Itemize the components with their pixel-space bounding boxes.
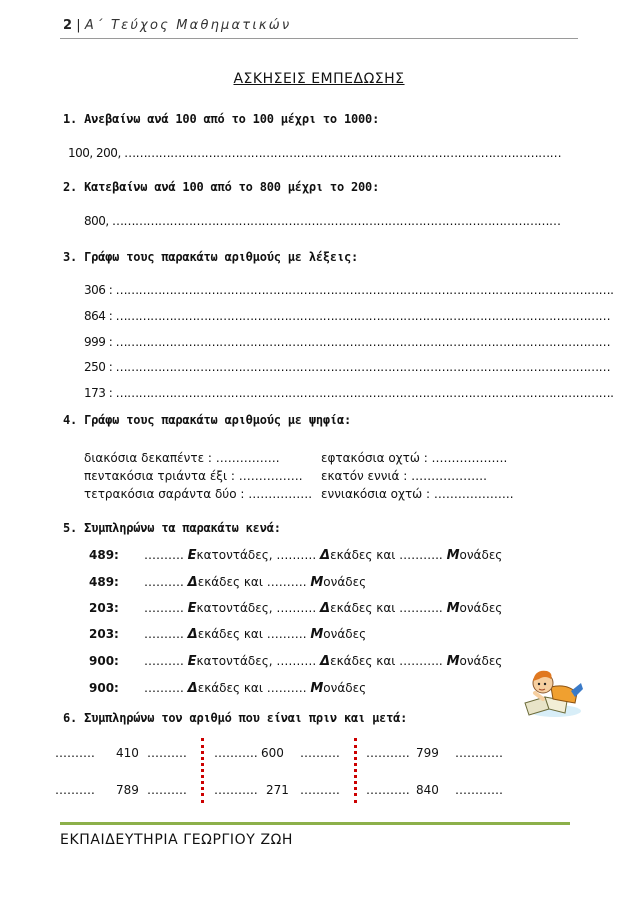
ex3-heading: 3. Γράφω τους παρακάτω αριθμούς με λέξεις: (63, 250, 359, 264)
ex3-line-864[interactable]: 864 : ………………………………………………………………………………………………………………… (84, 309, 611, 323)
ex1-answer-line[interactable]: 100, 200, …………………………………………………………………………………………………… (68, 146, 562, 160)
ex5-row[interactable]: 900: ………. Δεκάδες και ………. Μονάδες (89, 681, 367, 696)
footer-rule (60, 822, 570, 825)
ex5-row[interactable]: 489: ………. Εκατοντάδες, ………. Δεκάδες και ……….. Μονάδες (89, 548, 503, 563)
ex4-item-442[interactable]: τετρακόσια σαράντα δύο : ……………. (84, 487, 313, 501)
ex6-blank-after[interactable]: ………. (300, 746, 340, 760)
ex6-number: 840 (416, 783, 439, 797)
ex6-number: 410 (116, 746, 139, 760)
ex6-divider (201, 738, 207, 803)
header-title: Α΄ Τεύχος Μαθηματικών (84, 18, 292, 33)
page-number: 2 (63, 18, 75, 33)
ex4-item-708[interactable]: εφτακόσια οχτώ : ………………. (321, 451, 508, 465)
ex6-number: 600 (261, 746, 284, 760)
ex6-divider (354, 738, 360, 803)
ex6-number: 789 (116, 783, 139, 797)
reading-child-illustration (515, 653, 585, 723)
ex4-item-109[interactable]: εκατόν εννιά : ………………. (321, 469, 487, 483)
ex6-blank-before[interactable]: ……….. (366, 746, 410, 760)
ex6-blank-before[interactable]: ………. (55, 746, 95, 760)
ex5-row[interactable]: 203: ………. Δεκάδες και ………. Μονάδες (89, 627, 367, 642)
ex6-blank-after[interactable]: ………. (300, 783, 340, 797)
ex3-line-250[interactable]: 250 : ………………………………………………………………………………………………………………… (84, 360, 611, 374)
ex6-blank-before[interactable]: ……….. (214, 746, 258, 760)
ex6-blank-after[interactable]: ………. (147, 783, 187, 797)
ex4-item-215[interactable]: διακόσια δεκαπέντε : ……………. (84, 451, 280, 465)
ex2-answer-line[interactable]: 800, ……………………………………………………………………………………………………… (84, 214, 561, 228)
ex6-number: 271 (266, 783, 289, 797)
ex4-item-908[interactable]: εννιακόσια οχτώ : ……………….. (321, 487, 514, 501)
ex3-line-999[interactable]: 999 : ………………………………………………………………………………………………………………… (84, 335, 611, 349)
ex6-blank-after[interactable]: ………. (147, 746, 187, 760)
ex5-heading: 5. Συμπληρώνω τα παρακάτω κενά: (63, 521, 281, 535)
footer-text: ΕΚΠΑΙΔΕΥΤΗΡΙΑ ΓΕΩΡΓΙΟΥ ΖΩΗ (60, 832, 294, 848)
ex6-number: 799 (416, 746, 439, 760)
ex6-blank-after[interactable]: ………… (455, 783, 503, 797)
ex5-row[interactable]: 489: ………. Δεκάδες και ………. Μονάδες (89, 575, 367, 590)
ex4-item-536[interactable]: πεντακόσια τριάντα έξι : ……………. (84, 469, 303, 483)
ex3-line-306[interactable]: 306 : …………………………………………………………………………………………………………………. (84, 283, 614, 297)
ex3-line-173[interactable]: 173 : …………………………………………………………………………………………………………………. (84, 386, 614, 400)
ex1-heading: 1. Ανεβαίνω ανά 100 από το 100 μέχρι το 1000: (63, 112, 380, 126)
ex2-heading: 2. Κατεβαίνω ανά 100 από το 800 μέχρι το 200: (63, 180, 380, 194)
header-separator: | (76, 18, 83, 33)
ex6-blank-after[interactable]: ………… (455, 746, 503, 760)
ex5-row[interactable]: 203: ………. Εκατοντάδες, ………. Δεκάδες και ……….. Μονάδες (89, 601, 503, 616)
main-title: ΑΣΚΗΣΕΙΣ ΕΜΠΕΔΩΣΗΣ (233, 71, 405, 87)
ex6-blank-before[interactable]: ……….. (366, 783, 410, 797)
ex6-blank-before[interactable]: ………. (55, 783, 95, 797)
ex6-blank-before[interactable]: ……….. (214, 783, 258, 797)
header-rule (60, 38, 578, 39)
page-header (63, 18, 291, 33)
ex5-row[interactable]: 900: ………. Εκατοντάδες, ………. Δεκάδες και ……….. Μονάδες (89, 654, 503, 669)
ex4-heading: 4. Γράφω τους παρακάτω αριθμούς με ψηφία: (63, 413, 352, 427)
ex6-heading: 6. Συμπληρώνω τον αριθμό που είναι πριν και μετά: (63, 711, 408, 725)
